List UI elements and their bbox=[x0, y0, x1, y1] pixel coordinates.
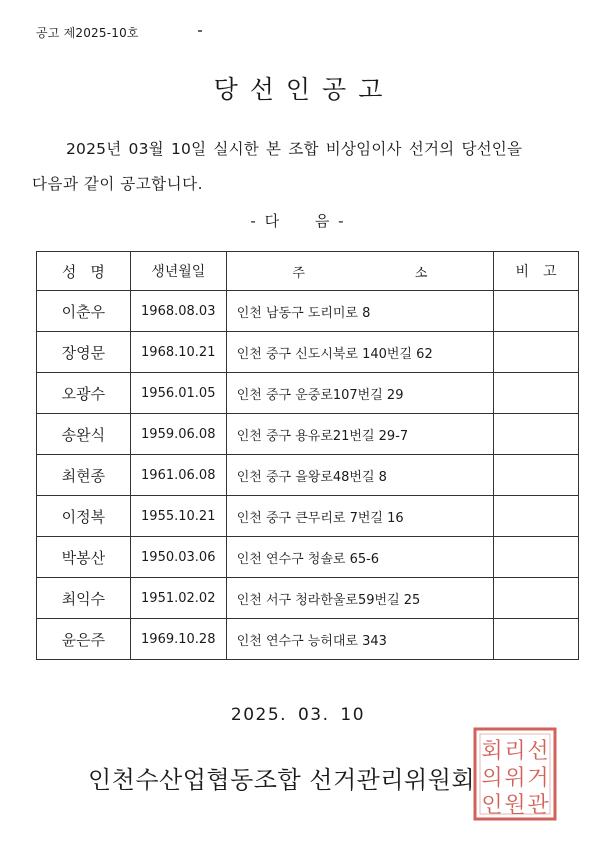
cell-address: 인천 중구 용유로21번길 29-7 bbox=[226, 414, 493, 455]
header-address-right: 소 bbox=[414, 265, 428, 281]
cell-note bbox=[494, 291, 579, 332]
cell-name: 최익수 bbox=[37, 578, 131, 619]
organization-name: 인천수산업협동조합 선거관리위원회 bbox=[88, 766, 476, 794]
cell-birth: 1961.06.08 bbox=[130, 455, 226, 496]
seal-character: 위 bbox=[504, 766, 526, 791]
cell-note bbox=[494, 455, 579, 496]
scan-speck bbox=[198, 30, 202, 32]
table-row bbox=[37, 414, 579, 455]
cell-address: 인천 중구 운중로107번길 29 bbox=[226, 373, 493, 414]
seal-character: 원 bbox=[504, 793, 526, 818]
section-marker: - 다 음 - bbox=[250, 212, 346, 230]
header-note: 비고 bbox=[494, 252, 579, 291]
cell-birth: 1959.06.08 bbox=[130, 414, 226, 455]
cell-address: 인천 중구 신도시북로 140번길 62 bbox=[226, 332, 493, 373]
cell-name: 장영문 bbox=[37, 332, 131, 373]
cell-name: 송완식 bbox=[37, 414, 131, 455]
cell-birth: 1969.10.28 bbox=[130, 619, 226, 660]
seal-character: 리 bbox=[504, 739, 526, 764]
seal-character: 의 bbox=[481, 766, 503, 791]
table-row bbox=[37, 291, 579, 332]
cell-name: 이춘우 bbox=[37, 291, 131, 332]
cell-note bbox=[494, 496, 579, 537]
cell-note bbox=[494, 414, 579, 455]
table-row bbox=[37, 537, 579, 578]
cell-address: 인천 남동구 도리미로 8 bbox=[226, 291, 493, 332]
cell-birth: 1956.01.05 bbox=[130, 373, 226, 414]
document-title: 당선인공고 bbox=[213, 75, 395, 104]
table-header-row bbox=[37, 252, 579, 291]
table-row bbox=[37, 496, 579, 537]
cell-birth: 1955.10.21 bbox=[130, 496, 226, 537]
cell-name: 이정복 bbox=[37, 496, 131, 537]
cell-name: 박봉산 bbox=[37, 537, 131, 578]
cell-birth: 1968.10.21 bbox=[130, 332, 226, 373]
cell-name: 오광수 bbox=[37, 373, 131, 414]
cell-address: 인천 서구 청라한울로59번길 25 bbox=[226, 578, 493, 619]
winners-table bbox=[36, 251, 579, 660]
cell-address: 인천 연수구 능허대로 343 bbox=[226, 619, 493, 660]
cell-birth: 1968.08.03 bbox=[130, 291, 226, 332]
notice-number: 공고 제2025-10호 bbox=[36, 26, 139, 40]
cell-address: 인천 연수구 청솔로 65-6 bbox=[226, 537, 493, 578]
header-name: 성명 bbox=[37, 252, 131, 291]
table-row bbox=[37, 619, 579, 660]
seal-character: 거 bbox=[527, 766, 549, 791]
cell-name: 최현종 bbox=[37, 455, 131, 496]
header-birth: 생년월일 bbox=[130, 252, 226, 291]
cell-address: 인천 중구 을왕로48번길 8 bbox=[226, 455, 493, 496]
cell-address: 인천 중구 큰무리로 7번길 16 bbox=[226, 496, 493, 537]
cell-name: 윤은주 bbox=[37, 619, 131, 660]
cell-note bbox=[494, 537, 579, 578]
table-row bbox=[37, 578, 579, 619]
official-seal-stamp bbox=[472, 726, 558, 822]
header-address-left: 주 bbox=[292, 265, 305, 281]
cell-birth: 1951.02.02 bbox=[130, 578, 226, 619]
seal-character: 선 bbox=[527, 739, 549, 764]
header-address bbox=[226, 252, 493, 291]
table-row bbox=[37, 332, 579, 373]
cell-note bbox=[494, 373, 579, 414]
body-line-2: 다음과 같이 공고합니다. bbox=[32, 175, 204, 193]
seal-character: 회 bbox=[481, 739, 503, 764]
body-line-1: 2025년 03월 10일 실시한 본 조합 비상임이사 선거의 당선인을 bbox=[66, 140, 523, 158]
cell-note bbox=[494, 332, 579, 373]
table-row bbox=[37, 373, 579, 414]
table-row bbox=[37, 455, 579, 496]
seal-character: 관 bbox=[527, 793, 549, 818]
cell-note bbox=[494, 578, 579, 619]
issue-date: 2025. 03. 10 bbox=[230, 705, 366, 725]
seal-character: 인 bbox=[481, 793, 503, 818]
cell-birth: 1950.03.06 bbox=[130, 537, 226, 578]
cell-note bbox=[494, 619, 579, 660]
